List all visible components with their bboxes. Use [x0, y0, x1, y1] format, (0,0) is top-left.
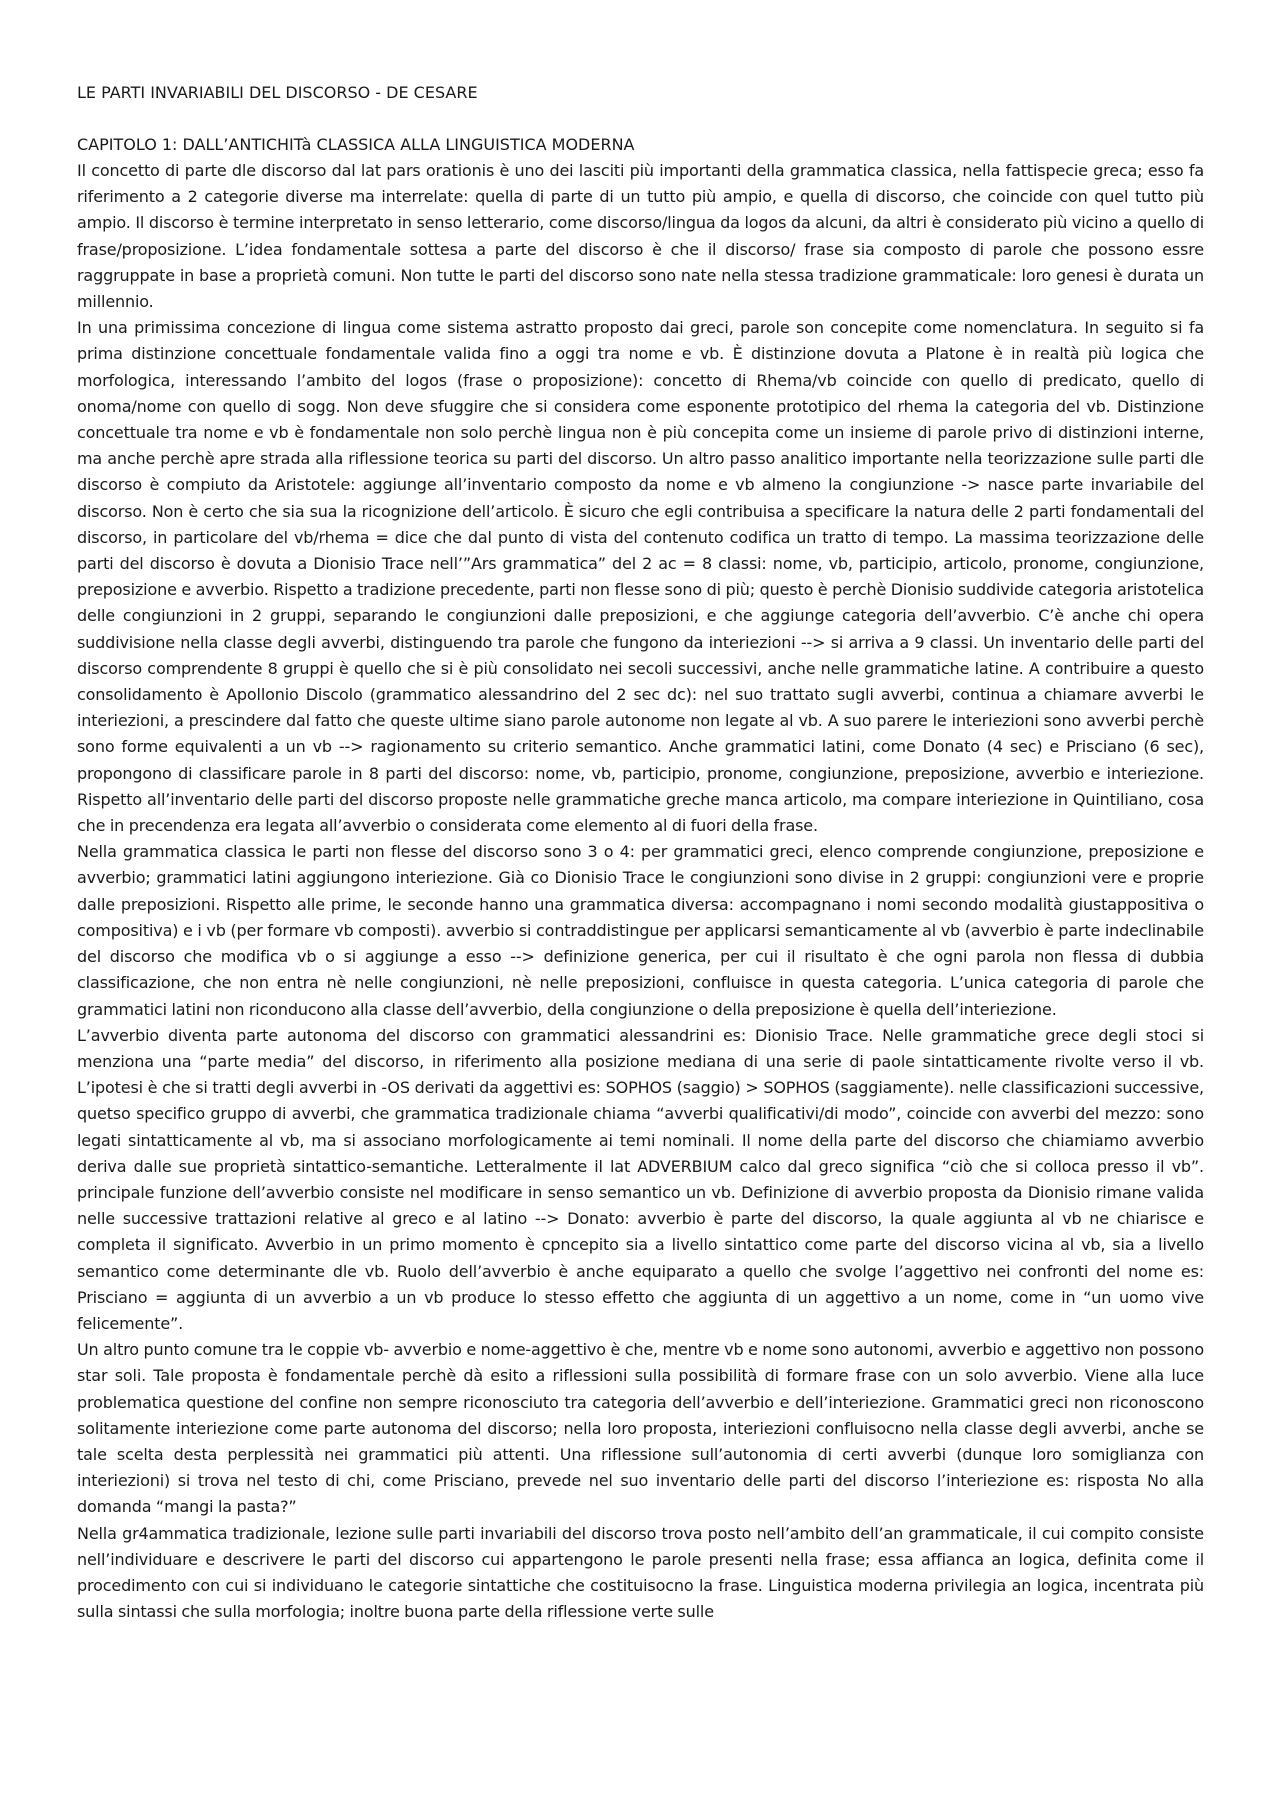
paragraph-3: Nella grammatica classica le parti non flesse del discorso sono 3 o 4: per grammatici greci, elenco comprende congiunzione, preposizione e avverbio; grammatici latini aggiungono interiezione. Già co Dionisio Trace le congiunzioni sono divise in 2 gruppi: congiunzioni vere e proprie dalle preposizioni. Rispetto alle prime, le seconde hanno una grammatica diversa: accompagnano i nomi secondo modalità giustappositiva o compositiva) e i vb (per formare vb composti). avverbio si contraddistingue per applicarsi semanticamente al vb (avverbio è parte indeclinabile del discorso che modifica vb o si aggiunge a esso --> definizione generica, per cui il risultato è che ogni parola non flessa di dubbia classificazione, che non entra nè nelle congiunzioni, nè nelle preposizioni, confluisce in questa categoria. L’unica categoria di parole che grammatici latini non riconducono alla classe dell’avverbio, della congiunzione o della preposizione è quella dell’interiezione.: [77, 842, 1204, 1019]
document-page: [77, 80, 1204, 1625]
paragraph-2: In una primissima concezione di lingua come sistema astratto proposto dai greci, parole son concepite come nomenclatura. In seguito si fa prima distinzione concettuale fondamentale valida fino a oggi tra nome e vb. È distinzione dovuta a Platone è in realtà più logica che morfologica, interessando l’ambito del logos (frase o proposizione): concetto di Rhema/vb coincide con quello di predicato, quello di onoma/nome con quello di sogg. Non deve sfuggire che si considera come esponente prototipico del rhema la categoria del vb. Distinzione concettuale tra nome e vb è fondamentale non solo perchè lingua non è più concepita come un insieme di parole privo di distinzioni interne, ma anche perchè apre strada alla riflessione teorica su parti del discorso. Un altro passo analitico importante nella teorizzazione sulle parti dle discorso è compiuto da Aristotele: aggiunge all’inventario composto da nome e vb almeno la congiunzione -> nasce parte invariabile del discorso. Non è certo che sia sua la ricognizione dell’articolo. È sicuro che egli contribuisa a specificare la natura delle 2 parti fondamentali del discorso, in particolare del vb/rhema = dice che dal punto di vista del contenuto codifica un tratto di tempo. La massima teorizzazione delle parti del discorso è dovuta a Dionisio Trace nell’”Ars grammatica” del 2 ac = 8 classi: nome, vb, participio, articolo, pronome, congiunzione, preposizione e avverbio. Rispetto a tradizione precedente, parti non flesse sono di più; questo è perchè Dionisio suddivide categoria aristotelica delle congiunzioni in 2 gruppi, separando le congiunzioni dalle preposizioni, e che aggiunge categoria dell’avverbio. C’è anche chi opera suddivisione nella classe degli avverbi, distinguendo tra parole che fungono da interiezioni --> si arriva a 9 classi. Un inventario delle parti del discorso comprendente 8 gruppi è quello che si è più consolidato nei secoli successivi, anche nelle grammatiche latine. A contribuire a questo consolidamento è Apollonio Discolo (grammatico alessandrino del 2 sec dc): nel suo trattato sugli avverbi, continua a chiamare avverbi le interiezioni, a prescindere dal fatto che queste ultime siano parole autonome non legate al vb. A suo parere le interiezioni sono avverbi perchè sono forme equivalenti a un vb --> ragionamento su criterio semantico. Anche grammatici latini, come Donato (4 sec) e Prisciano (6 sec), propongono di classificare parole in 8 parti del discorso: nome, vb, participio, pronome, congiunzione, preposizione, avverbio e interiezione. Rispetto all’inventario delle parti del discorso proposte nelle grammatiche greche manca articolo, ma compare interiezione in Quintiliano, cosa che in precendenza era legata all’avverbio o considerata come elemento al di fuori della frase.: [77, 318, 1204, 836]
document-title: LE PARTI INVARIABILI DEL DISCORSO - DE CESARE: [77, 83, 478, 102]
paragraph-4: L’avverbio diventa parte autonoma del discorso con grammatici alessandrini es: Dionisio Trace. Nelle grammatiche grece degli stoci si menziona una “parte media” del discorso, in riferimento alla posizione mediana di una serie di paole sintatticamente rivolte verso il vb. L’ipotesi è che si tratti degli avverbi in -OS derivati da aggettivi es: SOPHOS (saggio) > SOPHOS (saggiamente). nelle classificazioni successive, quetso specifico gruppo di avverbi, che grammatica tradizionale chiama “avverbi qualificativi/di modo”, coincide con avverbi del mezzo: sono legati sintatticamente al vb, ma si associano morfologicamente ai temi nominali. Il nome della parte del discorso che chiamiamo avverbio deriva dalle sue proprietà sintattico-semantiche. Letteralmente il lat ADVERBIUM calco dal greco significa “ciò che si colloca presso il vb”. principale funzione dell’avverbio consiste nel modificare in senso semantico un vb. Definizione di avverbio proposta da Dionisio rimane valida nelle successive trattazioni relative al greco e al latino --> Donato: avverbio è parte del discorso, la quale aggiunta al vb ne chiarisce e completa il significato. Avverbio in un primo momento è cpncepito sia a livello sintattico come parte del discorso vicina al vb, sia a livello semantico come determinante dle vb. Ruolo dell’avverbio è anche equiparato a quello che svolge l’aggettivo nei confronti del nome es: Prisciano = aggiunta di un avverbio a un vb produce lo stesso effetto che aggiunta di un aggettivo a un nome, come in “un uomo vive felicemente”.: [77, 1025, 1204, 1333]
paragraph-1: Il concetto di parte dle discorso dal lat pars orationis è uno dei lasciti più importanti della grammatica classica, nella fattispecie greca; esso fa riferimento a 2 categorie diverse ma interrelate: quella di parte di un tutto più ampio, e quella di discorso, che coincide con quel tutto più ampio. Il discorso è termine interpretato in senso letterario, come discorso/lingua da logos da alcuni, da altri è considerato più vicino a quello di frase/proposizione. L’idea fondamentale sottesa a parte del discorso è che il discorso/ frase sia composto di parole che possono essre raggruppate in base a proprietà comuni. Non tutte le parti del discorso sono nate nella stessa tradizione grammaticale: loro genesi è durata un millennio.: [77, 161, 1204, 312]
paragraph-5: Un altro punto comune tra le coppie vb- avverbio e nome-aggettivo è che, mentre vb e nome sono autonomi, avverbio e aggettivo non possono star soli. Tale proposta è fondamentale perchè dà esito a riflessioni sulla possibilità di formare frase con un solo avverbio. Viene alla luce problematica questione del confine non sempre riconosciuto tra categoria dell’avverbio e dell’interiezione. Grammatici greci non riconoscono solitamente interiezione come parte autonoma del discorso; nella loro proposta, interiezioni confluisocno nella classe degli avverbi, anche se tale scelta desta perplessità nei grammatici più attenti. Una riflessione sull’autonomia di certi avverbi (dunque loro somiglianza con interiezioni) si trova nel testo di chi, come Prisciano, prevede nel suo inventario delle parti del discorso l’interiezione es: risposta No alla domanda “mangi la pasta?”: [77, 1340, 1204, 1517]
chapter-title: CAPITOLO 1: DALL’ANTICHITà CLASSICA ALLA LINGUISTICA MODERNA: [77, 135, 635, 154]
paragraph-6: Nella gr4ammatica tradizionale, lezione sulle parti invariabili del discorso trova posto nell’ambito dell’an grammaticale, il cui compito consiste nell’individuare e descrivere le parti del discorso cui appartengono le parole presenti nella frase; essa affianca an logica, definita come il procedimento con cui si individuano le categorie sintattiche che costituisocno la frase. Linguistica moderna privilegia an logica, incentrata più sulla sintassi che sulla morfologia; inoltre buona parte della riflessione verte sulle: [77, 1523, 1204, 1622]
